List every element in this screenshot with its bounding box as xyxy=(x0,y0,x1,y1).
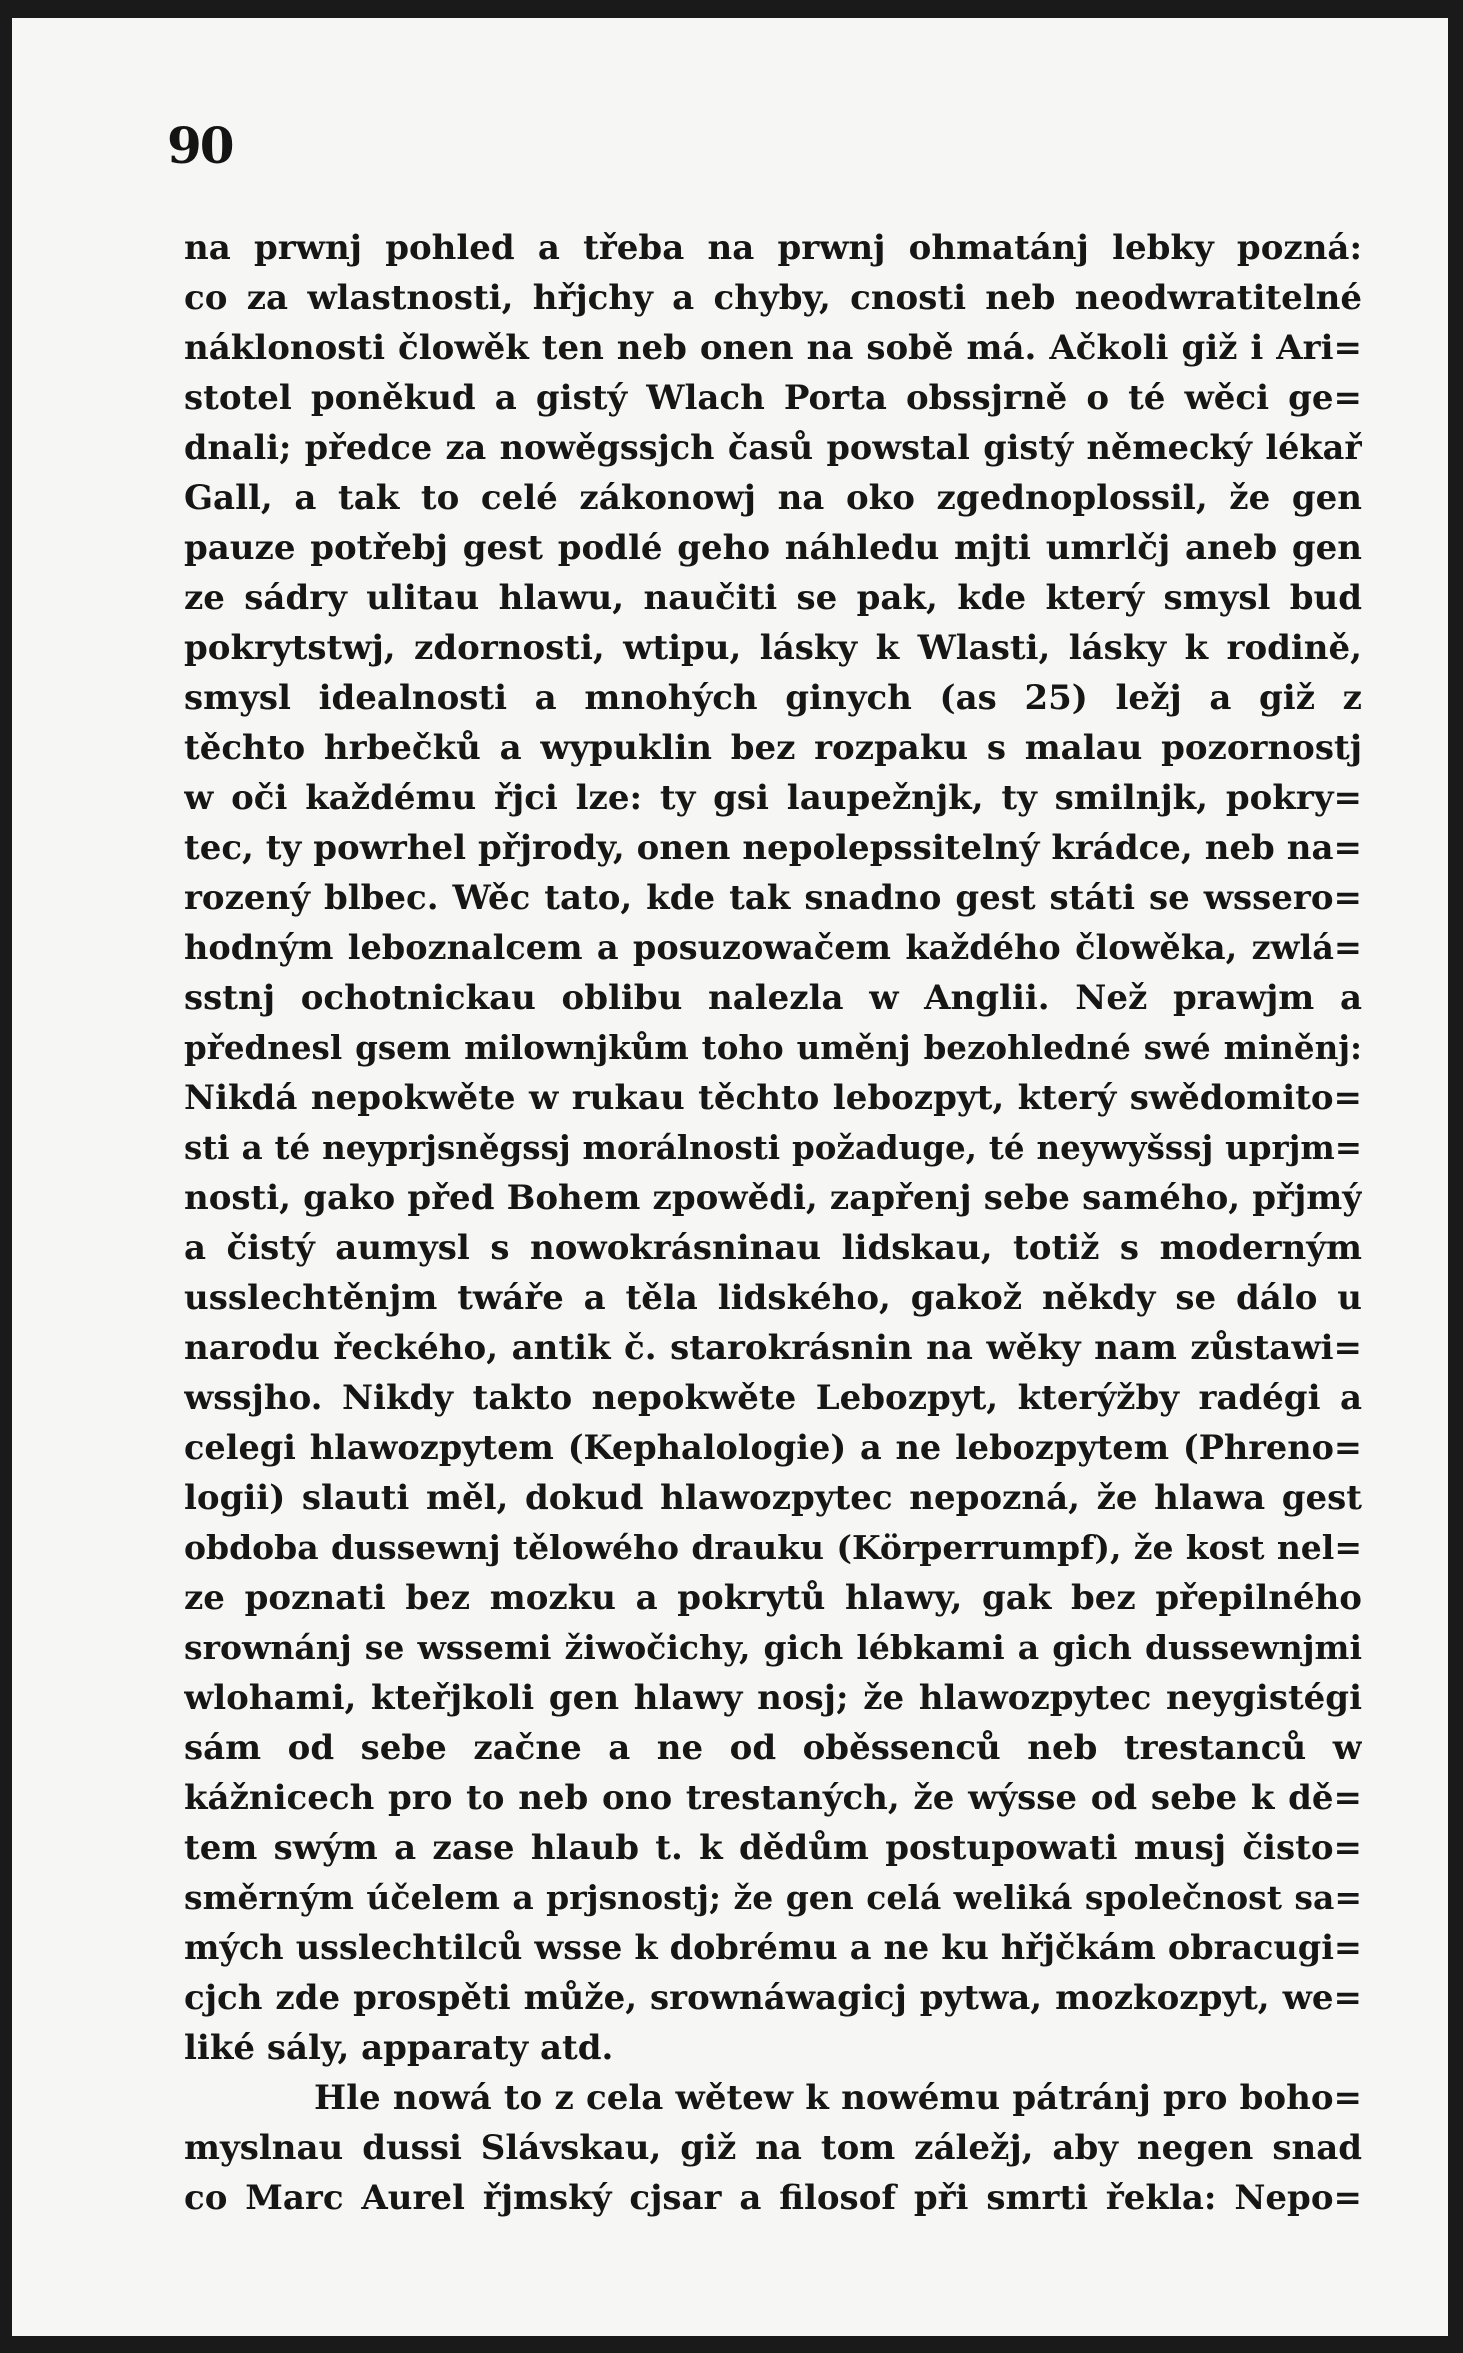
text-line: přednesl gsem milownjkům toho uměnj bezohledné swé miněnj: xyxy=(184,1028,1362,1067)
book-page xyxy=(12,18,1448,2336)
text-line: tem swým a zase hlaub t. k dědům postupowati musj čisto= xyxy=(184,1828,1362,1868)
text-line: nosti, gako před Bohem zpowědi, zapřenj sebe samého, přjmý xyxy=(184,1178,1362,1218)
text-line: ze poznati bez mozku a pokrytů hlawy, gak bez přepilného xyxy=(184,1578,1362,1618)
text-line: logii) slauti měl, dokud hlawozpytec nepozná, že hlawa gest xyxy=(184,1478,1362,1518)
text-line: dnali; předce za nowěgssjch časů powstal gistý německý lékař xyxy=(184,428,1362,467)
text-line: hodným leboznalcem a posuzowačem každého člowěka, zwlá= xyxy=(184,928,1362,967)
paragraph-end-line: liké sály, apparaty atd. xyxy=(184,2028,614,2068)
text-line: směrným účelem a prjsnostj; že gen celá weliká společnost sa= xyxy=(184,1878,1362,1917)
text-line: w oči každému řjci lze: ty gsi laupežnjk, ty smilnjk, pokry= xyxy=(184,778,1362,818)
text-line: sám od sebe začne a ne od oběssenců neb trestanců w xyxy=(184,1728,1362,1768)
text-line: na prwnj pohled a třeba na prwnj ohmatánj lebky pozná: xyxy=(184,228,1362,268)
text-line: Gall, a tak to celé zákonowj na oko zgednoplossil, že gen xyxy=(184,478,1362,518)
text-line: sstnj ochotnickau oblibu nalezla w Anglii. Než prawjm a xyxy=(184,978,1362,1018)
text-line: smysl idealnosti a mnohých ginych (as 25) ležj a giž z xyxy=(184,678,1362,718)
text-line: stotel poněkud a gistý Wlach Porta obssjrně o té wěci ge= xyxy=(184,378,1362,418)
text-line: celegi hlawozpytem (Kephalologie) a ne lebozpytem (Phreno= xyxy=(184,1428,1362,1467)
text-line: rozený blbec. Wěc tato, kde tak snadno gest státi se wssero= xyxy=(184,878,1362,918)
text-line: cjch zde prospěti může, srownáwagicj pytwa, mozkozpyt, we= xyxy=(184,1978,1362,2018)
text-line: Nikdá nepokwěte w rukau těchto lebozpyt, který swědomito= xyxy=(184,1078,1362,1118)
body-text xyxy=(184,223,1362,2223)
text-line: sti a té neyprjsněgssj morálnosti požaduge, té neywyšssj uprjm= xyxy=(184,1128,1362,1167)
text-line: kážnicech pro to neb ono trestaných, že wýsse od sebe k dě= xyxy=(184,1778,1362,1818)
text-line: náklonosti člowěk ten neb onen na sobě má. Ačkoli giž i Ari= xyxy=(184,328,1362,368)
text-line: pokrytstwj, zdornosti, wtipu, lásky k Wlasti, lásky k rodině, xyxy=(184,628,1362,668)
text-line: tec, ty powrhel přjrody, onen nepolepssitelný krádce, neb na= xyxy=(184,828,1362,868)
text-line: pauze potřebj gest podlé geho náhledu mjti umrlčj aneb gen xyxy=(184,528,1362,568)
text-line: co za wlastnosti, hřjchy a chyby, cnosti neb neodwratitelné xyxy=(184,278,1362,318)
text-line: ze sádry ulitau hlawu, naučiti se pak, kde který smysl bud xyxy=(184,578,1362,618)
text-line: wlohami, kteřjkoli gen hlawy nosj; že hlawozpytec neygistégi xyxy=(184,1678,1362,1718)
text-line: mých usslechtilců wsse k dobrému a ne ku hřjčkám obracugi= xyxy=(184,1928,1362,1967)
text-line: těchto hrbečků a wypuklin bez rozpaku s malau pozornostj xyxy=(184,728,1362,768)
text-line: obdoba dussewnj tělowého drauku (Körperrumpf), že kost nel= xyxy=(184,1528,1362,1567)
text-line: a čistý aumysl s nowokrásninau lidskau, totiž s moderným xyxy=(184,1228,1362,1268)
text-line: usslechtěnjm twáře a těla lidského, gakož někdy se dálo u xyxy=(184,1278,1362,1318)
page-number: 90 xyxy=(167,116,233,175)
text-line: narodu řeckého, antik č. starokrásnin na wěky nam zůstawi= xyxy=(184,1328,1362,1368)
text-line: wssjho. Nikdy takto nepokwěte Lebozpyt, kterýžby radégi a xyxy=(184,1378,1362,1418)
text-line: co Marc Aurel řjmský cjsar a filosof při smrti řekla: Nepo= xyxy=(184,2178,1362,2218)
text-line: srownánj se wssemi žiwočichy, gich lébkami a gich dussewnjmi xyxy=(184,1628,1362,1667)
paragraph-start-line: Hle nowá to z cela wětew k nowému pátránj pro boho= xyxy=(314,2078,1362,2118)
text-line: myslnau dussi Slávskau, giž na tom záležj, aby negen snad xyxy=(184,2128,1362,2168)
